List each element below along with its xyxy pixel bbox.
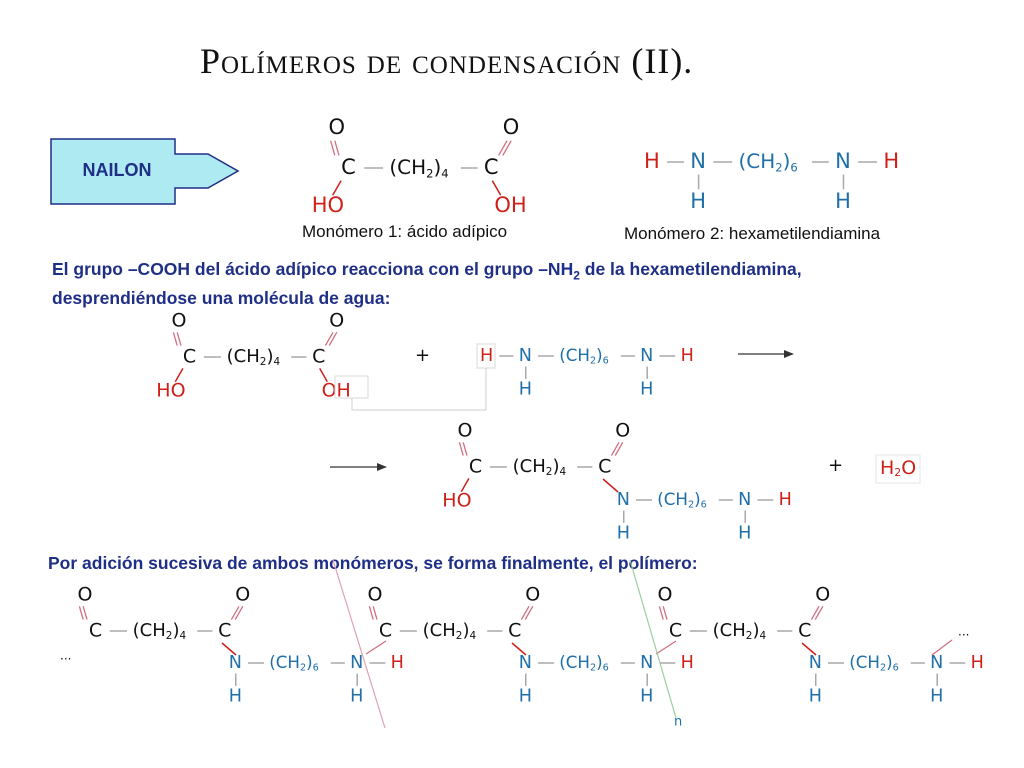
ch2-group: $(CH_2)_4$ bbox=[226, 346, 281, 368]
double-bond-left bbox=[459, 442, 463, 455]
nitrogen-right: N bbox=[350, 653, 364, 673]
ch2-group: $(CH_2)_4$ bbox=[512, 456, 567, 478]
double-bond-left bbox=[463, 442, 467, 455]
double-bond-left bbox=[659, 606, 663, 619]
ch2-group: $(CH_2)_4$ bbox=[132, 620, 187, 642]
ch2-group: $(CH_2)_4$ bbox=[389, 154, 449, 180]
ch2-group: $(CH_2)_6$ bbox=[849, 651, 899, 674]
hydrogen-n-left: H bbox=[690, 188, 706, 213]
ch2-group: $(CH_2)_6$ bbox=[657, 488, 707, 511]
carbon-left: C bbox=[468, 455, 483, 478]
double-bond-right bbox=[525, 606, 533, 619]
hydrogen-right: H bbox=[883, 149, 900, 173]
ch2-group: $(CH_2)_6$ bbox=[559, 651, 609, 674]
oxygen-left: O bbox=[657, 583, 673, 606]
double-bond-right bbox=[325, 332, 333, 345]
double-bond-left bbox=[83, 606, 87, 619]
ch2-group: $(CH_2)_6$ bbox=[738, 148, 798, 174]
reaction-arrow-head bbox=[784, 350, 794, 358]
hydroxyl-right: OH bbox=[494, 192, 527, 217]
hydrogen-n-left: H bbox=[616, 523, 630, 544]
hydrogen-right: H bbox=[680, 653, 694, 673]
hydrogen-n-right: H bbox=[640, 379, 654, 400]
hydrogen-n-right: H bbox=[640, 686, 654, 707]
nitrogen-right: N bbox=[930, 653, 944, 673]
hydrogen-n-left: H bbox=[228, 686, 242, 707]
hydroxyl-right: OH bbox=[321, 379, 351, 402]
double-bond-left bbox=[369, 606, 373, 619]
carbon-right: C bbox=[218, 619, 232, 642]
double-bond-right bbox=[615, 442, 623, 455]
nitrogen-left: N bbox=[518, 346, 532, 366]
hydrogen-right: H bbox=[970, 653, 984, 673]
oxygen-right: O bbox=[235, 583, 251, 606]
water-formula: $H_2O$ bbox=[880, 456, 917, 479]
double-bond-right bbox=[235, 606, 243, 619]
ch2-group: $(CH_2)_6$ bbox=[559, 344, 609, 367]
hydrogen-n-right: H bbox=[350, 686, 364, 707]
carbon-left: C bbox=[668, 619, 683, 642]
oxygen-left: O bbox=[77, 583, 93, 606]
nitrogen-right: N bbox=[835, 149, 851, 173]
monomer2-caption: Monómero 2: hexametilendiamina bbox=[624, 224, 881, 243]
nitrogen-left: N bbox=[616, 490, 630, 510]
ch2-group: $(CH_2)_4$ bbox=[712, 620, 767, 642]
hydrogen-right: H bbox=[390, 653, 404, 673]
double-bond-right bbox=[611, 442, 619, 455]
chain-ellipsis-left: ... bbox=[60, 648, 72, 663]
double-bond-left bbox=[335, 141, 339, 156]
double-bond-right bbox=[499, 141, 507, 156]
hydrogen-n-right: H bbox=[738, 523, 752, 544]
hydrogen-n-left: H bbox=[518, 686, 532, 707]
double-bond-right bbox=[521, 606, 529, 619]
nitrogen-right: N bbox=[738, 490, 752, 510]
reaction-line1-part1: El grupo –COOH del ácido adípico reacciona con el grupo –NH bbox=[52, 259, 574, 279]
chain-link-bond bbox=[656, 641, 676, 654]
carbon-right: C bbox=[598, 455, 612, 478]
plus-sign: + bbox=[415, 345, 431, 366]
hydrogen-n-right: H bbox=[930, 686, 944, 707]
hydroxyl-left: HO bbox=[311, 192, 345, 217]
carbon-right: C bbox=[508, 619, 522, 642]
double-bond-left bbox=[663, 606, 667, 619]
ch2-group: $(CH_2)_4$ bbox=[422, 620, 477, 642]
oxygen-left: O bbox=[328, 115, 346, 140]
oxygen-left: O bbox=[171, 309, 187, 332]
reaction-line2: desprendiéndose una molécula de agua: bbox=[52, 287, 391, 308]
double-bond-left bbox=[177, 332, 181, 345]
double-bond-right bbox=[503, 141, 511, 156]
double-bond-left bbox=[79, 606, 83, 619]
ch2-group: $(CH_2)_6$ bbox=[269, 651, 319, 674]
double-bond-left bbox=[331, 141, 335, 156]
hydrogen-left: H bbox=[480, 346, 494, 366]
oxygen-right: O bbox=[329, 309, 345, 332]
hydrogen-n-right: H bbox=[835, 188, 851, 213]
oxygen-right: O bbox=[502, 115, 520, 140]
double-bond-left bbox=[373, 606, 377, 619]
oxygen-right: O bbox=[815, 583, 831, 606]
reaction-line1-part2: de la hexametilendiamina, bbox=[579, 259, 802, 279]
reaction-line1-subscript: 2 bbox=[573, 268, 580, 283]
nitrogen-left: N bbox=[518, 653, 532, 673]
plus-sign-water: + bbox=[828, 455, 844, 476]
carbon-left: C bbox=[182, 345, 197, 368]
chain-ellipsis-right: ... bbox=[958, 624, 970, 639]
nailon-label: NAILON bbox=[82, 160, 152, 180]
carbon-left: C bbox=[341, 155, 356, 179]
hydrogen-left: H bbox=[644, 149, 660, 173]
oxygen-left: O bbox=[367, 583, 383, 606]
water-link-line bbox=[352, 368, 486, 410]
carbon-right: C bbox=[312, 345, 326, 368]
repeat-index-n: n bbox=[674, 714, 683, 730]
double-bond-left bbox=[173, 332, 177, 345]
nitrogen-left: N bbox=[228, 653, 242, 673]
double-bond-right bbox=[231, 606, 239, 619]
hydrogen-right: H bbox=[680, 346, 694, 366]
hydrogen-n-left: H bbox=[808, 686, 822, 707]
carbon-left: C bbox=[378, 619, 393, 642]
polymer-description: Por adición sucesiva de ambos monómeros, se forma finalmente, el polímero: bbox=[48, 553, 698, 573]
chain-link-bond bbox=[366, 641, 386, 654]
oxygen-right: O bbox=[525, 583, 541, 606]
carbon-right: C bbox=[483, 155, 499, 179]
carbon-right: C bbox=[798, 619, 812, 642]
monomer1-caption: Monómero 1: ácido adípico bbox=[302, 222, 508, 241]
product-arrow-head bbox=[377, 463, 387, 471]
oxygen-right: O bbox=[615, 419, 631, 442]
hydroxyl-left: HO bbox=[442, 489, 472, 512]
oxygen-left: O bbox=[457, 419, 473, 442]
nitrogen-left: N bbox=[808, 653, 822, 673]
hydrogen-n-left: H bbox=[518, 379, 532, 400]
hydrogen-right: H bbox=[778, 490, 792, 510]
hydroxyl-left: HO bbox=[156, 379, 186, 402]
carbon-left: C bbox=[88, 619, 103, 642]
nitrogen-left: N bbox=[690, 149, 706, 173]
nitrogen-right: N bbox=[640, 653, 654, 673]
double-bond-right bbox=[811, 606, 819, 619]
double-bond-right bbox=[329, 332, 337, 345]
double-bond-right bbox=[815, 606, 823, 619]
nitrogen-right: N bbox=[640, 346, 654, 366]
slide-title: Polímeros de condensación (II). bbox=[200, 41, 694, 81]
